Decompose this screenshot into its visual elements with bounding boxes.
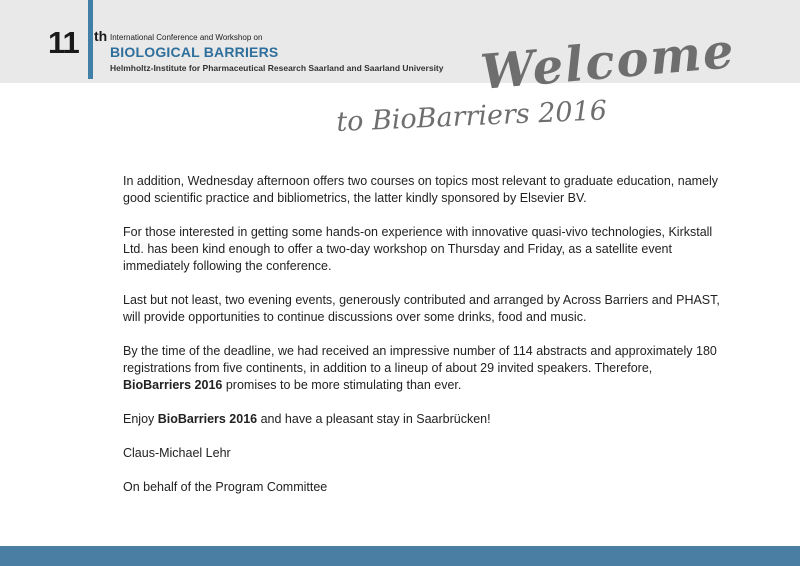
paragraph-enjoy-end: and have a pleasant stay in Saarbrücken! bbox=[257, 412, 491, 426]
paragraph-enjoy bbox=[123, 411, 723, 428]
closing-line: On behalf of the Program Committee bbox=[123, 480, 328, 494]
letter-body bbox=[123, 173, 723, 513]
paragraph-enjoy-start: Enjoy bbox=[123, 412, 158, 426]
footer-band bbox=[0, 546, 800, 566]
biobarriers-highlight: BioBarriers 2016 bbox=[123, 378, 223, 392]
paragraph-abstracts-text: By the time of the deadline, we had received an impressive number of 114 abstracts and approximately 180 registrations from five continents, in addition to a lineup of about 29 invited speakers. Therefore, bbox=[123, 344, 717, 375]
edition-number: 11 bbox=[48, 25, 79, 60]
paragraph-evening-events: Last but not least, two evening events, generously contributed and arranged by Across Barriers and PHAST, will provide opportunities to continue discussions over some drinks, food and music. bbox=[123, 293, 720, 324]
conference-name: BIOLOGICAL BARRIERS bbox=[110, 44, 279, 60]
header-accent-bar bbox=[88, 0, 93, 79]
paragraph-abstracts bbox=[123, 343, 723, 394]
welcome-subtitle: to BioBarriers 2016 bbox=[335, 95, 608, 138]
conference-line: International Conference and Workshop on bbox=[110, 33, 263, 42]
edition-suffix: th bbox=[94, 28, 108, 44]
biobarriers-highlight-2: BioBarriers 2016 bbox=[157, 412, 258, 426]
paragraph-abstracts-end: promises to be more stimulating than ever. bbox=[222, 378, 462, 392]
paragraph-courses: In addition, Wednesday afternoon offers two courses on topics most relevant to graduate education, namely good scientific practice and bibliometrics, the latter kindly sponsored by Elsevier BV. bbox=[123, 174, 719, 205]
conference-institute: Helmholtz-Institute for Pharmaceutical Research Saarland and Saarland University bbox=[110, 63, 444, 73]
welcome-title: Welcome bbox=[478, 22, 738, 101]
signature: Claus-Michael Lehr bbox=[123, 446, 231, 460]
paragraph-workshop: For those interested in getting some hands-on experience with innovative quasi-vivo technologies, Kirkstall Ltd. has been kind enough to offer a two-day workshop on Thursday and Friday, as a satellite event immediately following the conference. bbox=[123, 225, 713, 273]
